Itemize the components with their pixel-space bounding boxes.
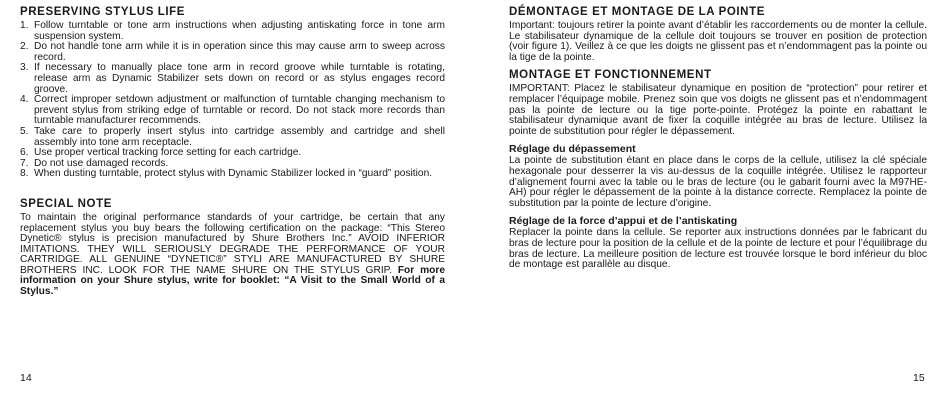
reglage-force-text: Replacer la pointe dans la cellule. Se reporter aux instructions données par le fabricant du bras de lecture pour la position de la cellule et de la pointe de lecture et pour l’équilibrage du bras de lecture. La meilleure position de lecture est trouvée lorsque le bord inférieur du bloc de montage est parallèle au disque.	[509, 227, 927, 271]
left-page	[20, 6, 445, 298]
spacer	[20, 180, 445, 198]
list-item: 5. Take care to properly insert stylus into cartridge assembly and cartridge and shell assembly into tone arm receptacle.	[20, 125, 445, 148]
list-item: 4. Correct improper setdown adjustment or malfunction of turntable changing mechanism to prevent stylus from striking edge of turntable or record. Do not stack more records than turntable manufacturer recommends.	[20, 94, 445, 127]
demontage-heading: DÉMONTAGE ET MONTAGE DE LA POINTE	[509, 6, 765, 18]
list-item: 2. Do not handle tone arm while it is in operation since this may cause arm to sweep across record.	[20, 41, 445, 63]
special-note-heading: SPECIAL NOTE	[20, 197, 112, 210]
stylus-care-list	[20, 21, 445, 180]
booklet-callout: For more information on your Shure stylus, write for booklet: “A Visit to the Small World of a Stylus.”	[20, 264, 445, 298]
reglage-force-heading: Réglage de la force d’appui et de l’antiskating	[509, 215, 738, 228]
list-item: 1. Follow turntable or tone arm instructions when adjusting antiskating force in tone arm suspension system.	[20, 20, 445, 42]
montage-text: IMPORTANT: Placez le stabilisateur dynamique en position de “protection” pour retirer et remplacer l’équipage mobile. Prenez soin que vos doigts ne glissent pas et n’endommagent pas la pointe de lecture ou la tige porte-pointe. Protégez la pointe en rabattant le stabilisateur dynamique avant de fixer la coquille intégrée au bras de lecture. Utilisez la pointe de substitution pour régler le dépassement.	[509, 83, 927, 137]
montage-heading: MONTAGE ET FONCTIONNEMENT	[509, 69, 712, 82]
list-item: 3. If necessary to manually place tone arm in record groove while turntable is rotating, release arm as Dynamic Stabilizer sets down on record or as stylus engages record groove.	[20, 62, 445, 95]
page-number-right: 15	[913, 372, 925, 384]
list-item: 7. Do not use damaged records.	[20, 157, 169, 169]
reglage-depassement-text: La pointe de substitution étant en place dans le corps de la cellule, utilisez la clé spéciale hexagonale pour desserrer la vis au-dessus de la coquille intégrée. Utilisez le rapporteur d’alignement fourni avec la table ou le bras de lecture (ou le gabarit fourni avec la M97HE-AH) pour régler le dépassement de la pointe à la distance correcte. Remplacez la pointe de substitution par la pointe de lecture d’origine.	[509, 155, 927, 209]
right-page	[509, 6, 927, 271]
reglage-depassement-heading: Réglage du dépassement	[509, 143, 636, 156]
list-item: 6. Use proper vertical tracking force setting for each cartridge.	[20, 147, 302, 159]
preserving-stylus-life-heading: PRESERVING STYLUS LIFE	[20, 6, 186, 18]
demontage-text: Important: toujours retirer la pointe avant d’établir les raccordements ou de monter la cellule. Le stabilisateur dynamique de la cellule doit toujours se trouver en position de protection (voir figure 1). Veillez à ce que les doigts ne glissent pas et n’endommagent pas la pointe ou la tige de la pointe.	[509, 20, 927, 63]
page-number-left: 14	[20, 372, 32, 384]
list-item: 8. When dusting turntable, protect stylus with Dynamic Stabilizer locked in “guard” position.	[20, 168, 433, 180]
special-note-text: To maintain the original performance standards of your cartridge, be certain that any replacement stylus you buy bears the following certification on the package: “This Stereo Dynetic® stylus is precision manufactured by Shure Brothers Inc.” AVOID INFERIOR IMITATIONS. THEY WILL SERIOUSLY DEGRADE THE PERFORMANCE OF YOUR CARTRIDGE. ALL GENUINE “DYNETIC®” STYLI ARE MANUFACTURED BY SHURE BROTHERS INC. LOOK FOR THE NAME SHURE ON THE STYLUS GRIP. For more information on your Shure stylus, write for booklet: “A Visit to the Small World of a Stylus.”	[20, 211, 445, 298]
